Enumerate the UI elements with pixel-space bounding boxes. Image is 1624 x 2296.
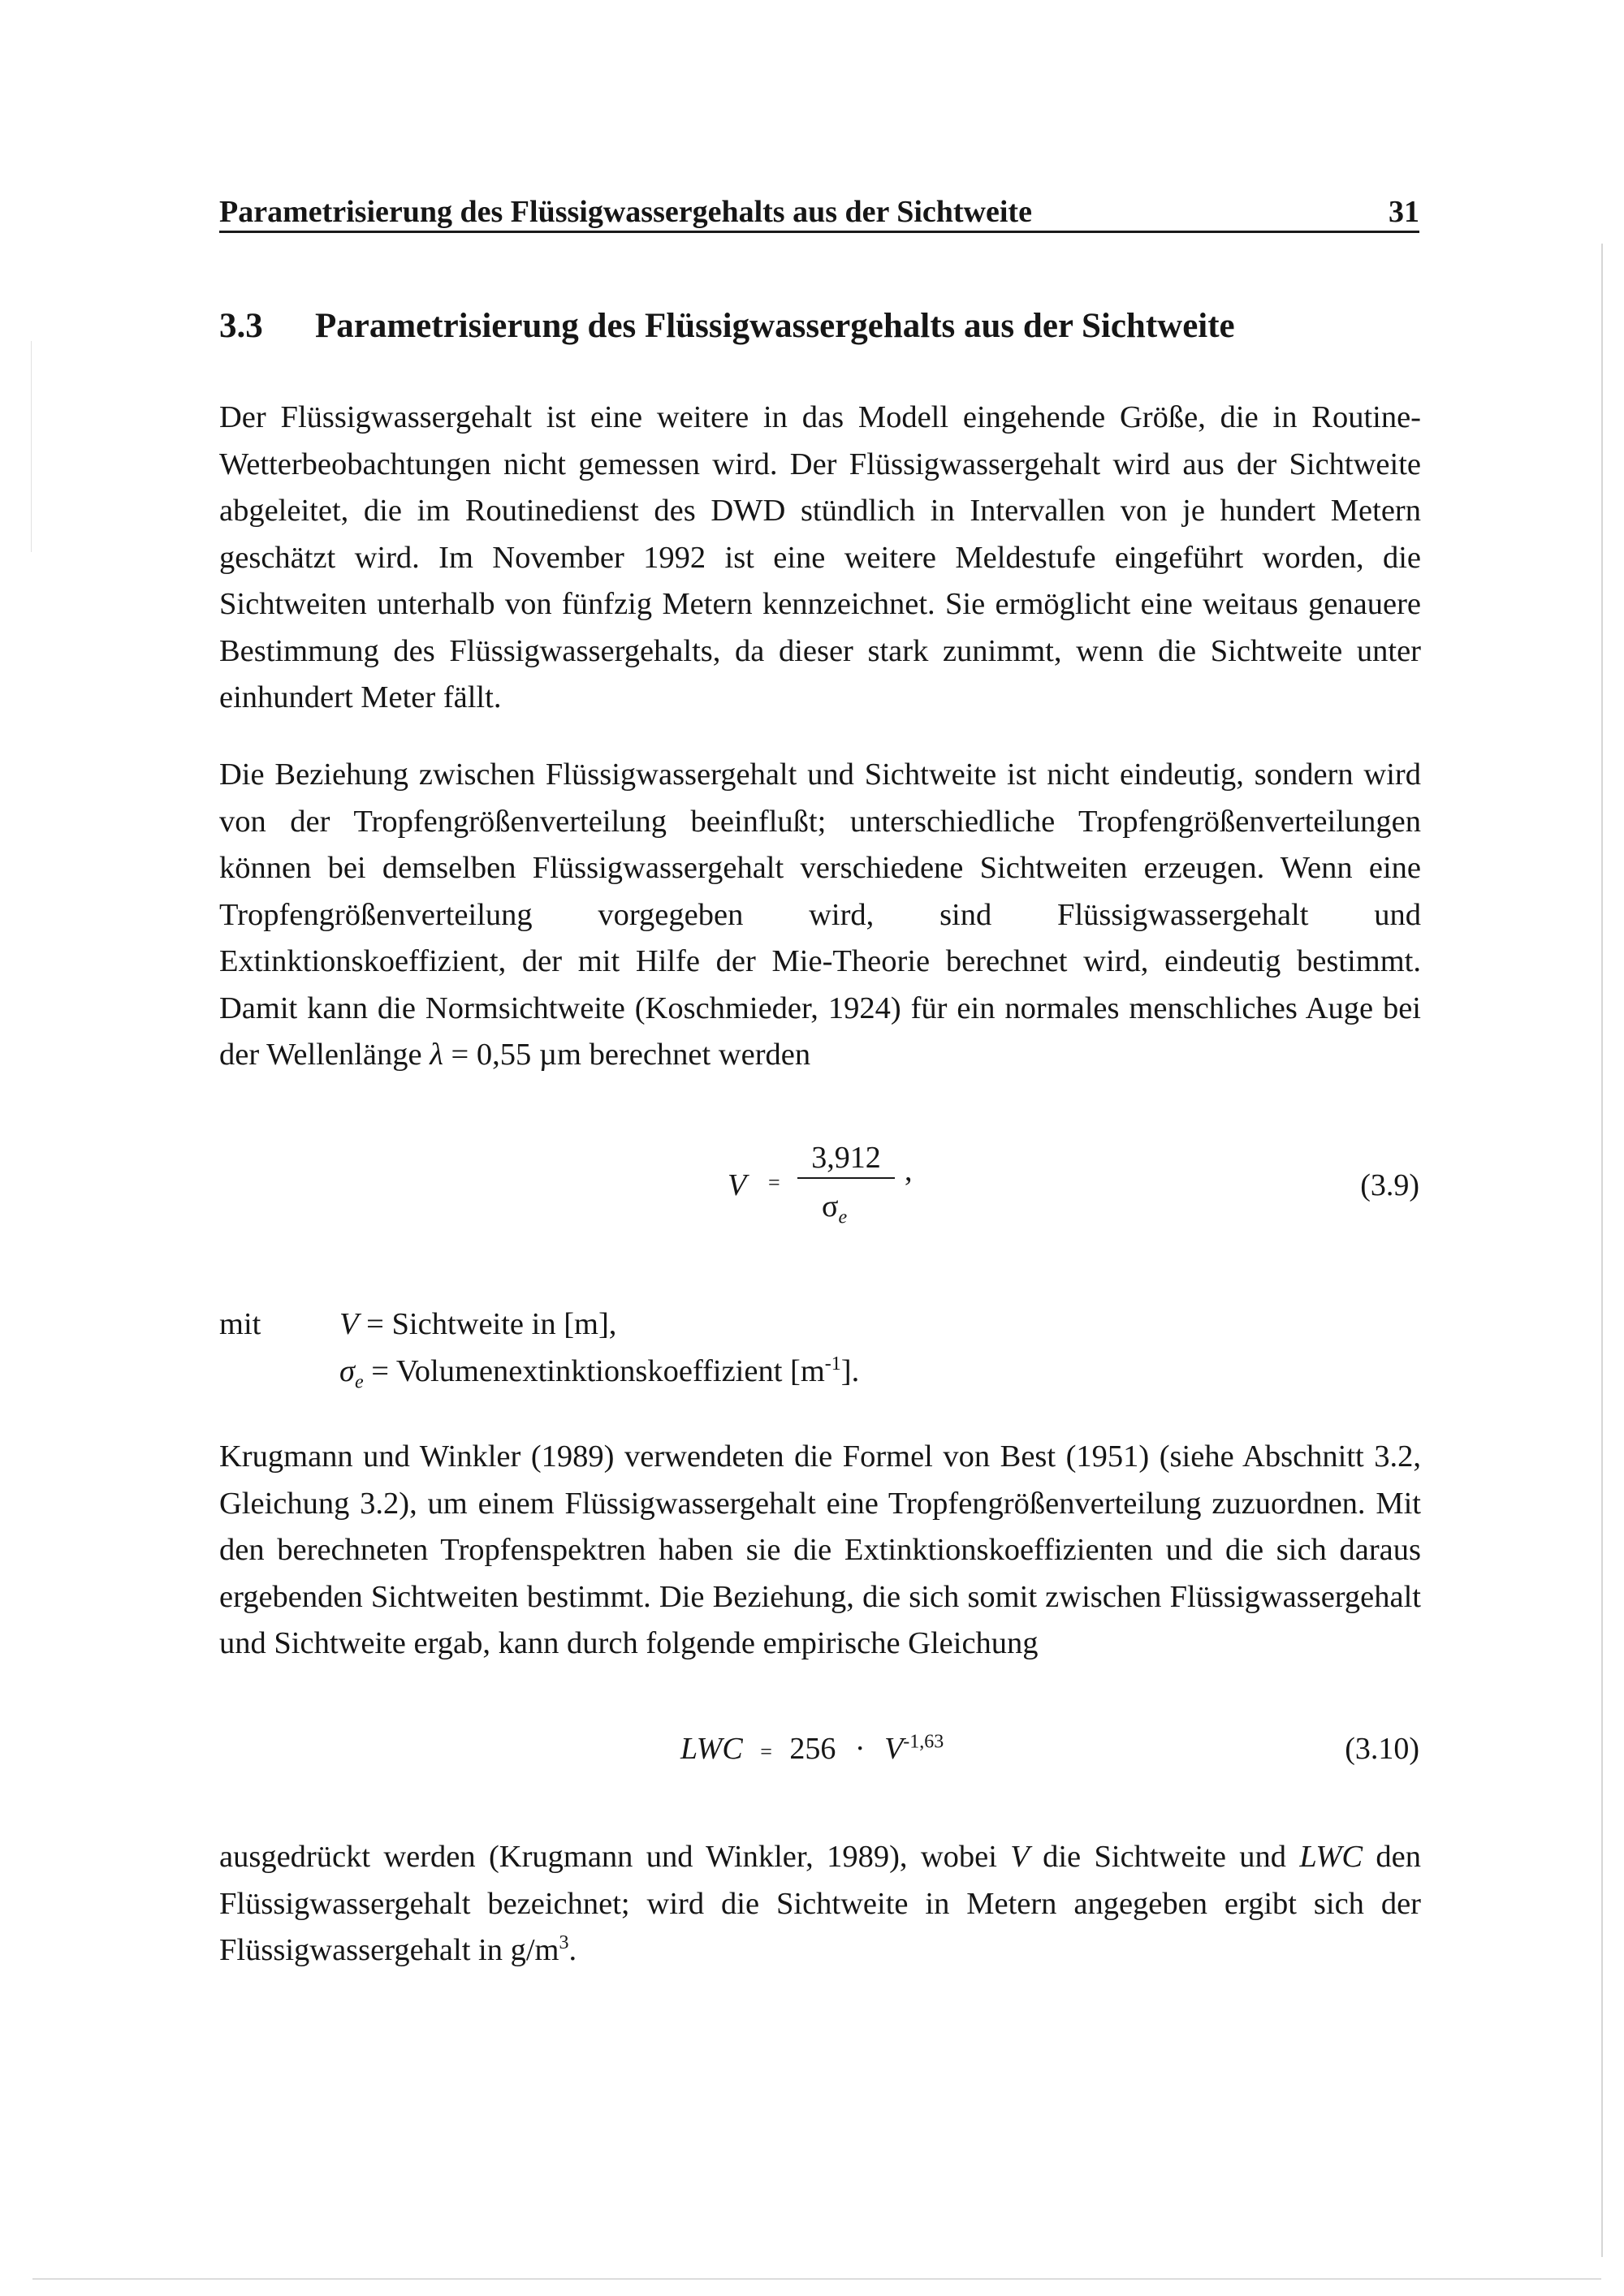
- definition-sigma: [339, 1348, 859, 1395]
- definition-v-symbol: V: [339, 1307, 359, 1341]
- scan-edge-bottom: [32, 2278, 1601, 2280]
- p4-end: .: [568, 1933, 577, 1967]
- paragraph-conclusion: [219, 1834, 1421, 1974]
- paragraph-relation: [219, 752, 1421, 1079]
- page-number: 31: [1389, 195, 1419, 229]
- definition-sigma-symbol: σ: [339, 1354, 355, 1388]
- section-heading: [219, 304, 1235, 349]
- eq310-exponent: -1,63: [903, 1731, 944, 1753]
- eq39-denominator: [822, 1189, 848, 1228]
- equation-3-10: [680, 1731, 944, 1767]
- eq310-base: V: [884, 1732, 904, 1766]
- eq39-equals: =: [768, 1171, 780, 1194]
- eq310-dot: ·: [854, 1732, 866, 1766]
- eq39-sigma: σ: [822, 1189, 839, 1224]
- eq39-sigma-sub: e: [838, 1206, 848, 1228]
- definition-v: [339, 1301, 616, 1348]
- definition-v-text: = Sichtweite in [m],: [358, 1307, 617, 1341]
- eq310-coefficient: 256: [789, 1732, 836, 1766]
- section-title: Parametrisierung des Flüssigwassergehalts aus der Sichtweite: [315, 307, 1235, 345]
- scan-edge-right: [1601, 244, 1603, 2257]
- scan-edge-left: [31, 341, 32, 552]
- running-header: [219, 193, 1419, 233]
- equation-number-3-10: (3.10): [1345, 1732, 1419, 1766]
- paragraph-intro: Der Flüssigwassergehalt ist eine weitere in das Modell eingehende Größe, die in Routine-Wetterbeobachtungen nicht gemessen wird. Der Flüssigwassergehalt wird aus der Sichtweite abgeleitet, die im Routinedienst des DWD stündlich in Intervallen von je hundert Metern geschätzt wird. Im November 1992 ist eine weitere Meldestufe eingeführt worden, die Sichtweiten unterhalb von fünfzig Metern kennzeichnet. Sie ermöglicht eine weitaus genauere Bestimmung des Flüssigwassergehalts, da dieser stark zunimmt, wenn die Sichtweite unter einhundert Meter fällt.: [219, 400, 1421, 714]
- p4-c: den Flüssigwassergehalt bezeichnet; wird die Sichtweite in Metern angegeben ergibt sich der Flüssigwassergehalt in g/m: [219, 1840, 1421, 1967]
- equation-number-3-9: (3.9): [1360, 1168, 1419, 1202]
- eq39-numerator: 3,912: [797, 1138, 895, 1179]
- eq310-equals: =: [760, 1740, 772, 1763]
- p4-b: die Sichtweite und: [1029, 1840, 1300, 1874]
- definition-sigma-sub: e: [355, 1371, 364, 1393]
- paragraph-relation-last-end: = 0,55 µm berechnet werden: [443, 1038, 811, 1072]
- definitions-label: mit: [219, 1307, 261, 1341]
- p4-lwc: LWC: [1299, 1840, 1363, 1874]
- definition-sigma-exp: -1: [824, 1353, 841, 1375]
- lambda-symbol: λ: [430, 1038, 443, 1072]
- paragraph-relation-last-start: Wellenlänge: [266, 1038, 430, 1072]
- running-header-title: Parametrisierung des Flüssigwassergehalts aus der Sichtweite: [219, 195, 1032, 229]
- definition-sigma-end: ].: [840, 1354, 860, 1388]
- section-number: 3.3: [219, 307, 263, 345]
- p4-a: ausgedrückt werden (Krugmann und Winkler, 1989), wobei: [219, 1840, 1011, 1874]
- p4-v: V: [1010, 1840, 1030, 1874]
- eq39-comma: ,: [905, 1154, 913, 1188]
- definition-sigma-text: = Volumenextinktionskoeffizient [m: [363, 1354, 825, 1388]
- eq310-lhs: LWC: [680, 1732, 743, 1766]
- p4-exp: 3: [559, 1932, 569, 1954]
- paragraph-relation-text: Die Beziehung zwischen Flüssigwassergehalt und Sichtweite ist nicht eindeutig, sondern wird von der Tropfengrößenverteilung beeinflußt; unterschiedliche Tropfengrößenverteilungen können bei demselben Flüssigwassergehalt verschiedene Sichtweiten erzeugen. Wenn eine Tropfengrößenverteilung vorgegeben wird, sind Flüssigwassergehalt und Extinktionskoeffizient, der mit Hilfe der Mie-Theorie berechnet wird, eindeutig bestimmt. Damit kann die Normsichtweite (Koschmieder, 1924) für ein normales menschliches Auge bei der: [219, 757, 1421, 1072]
- eq39-lhs: V: [728, 1168, 747, 1202]
- paragraph-krugmann: Krugmann und Winkler (1989) verwendeten die Formel von Best (1951) (siehe Abschnitt 3.2, Gleichung 3.2), um einem Flüssigwassergehalt eine Tropfengrößenverteilung zuzuordnen. Mit den berechneten Tropfenspektren haben sie die Extinktionskoeffizienten und die sich daraus ergebenden Sichtweiten bestimmt. Die Beziehung, die sich somit zwischen Flüssigwassergehalt und Sichtweite ergab, kann durch folgende empirische Gleichung: [219, 1439, 1421, 1660]
